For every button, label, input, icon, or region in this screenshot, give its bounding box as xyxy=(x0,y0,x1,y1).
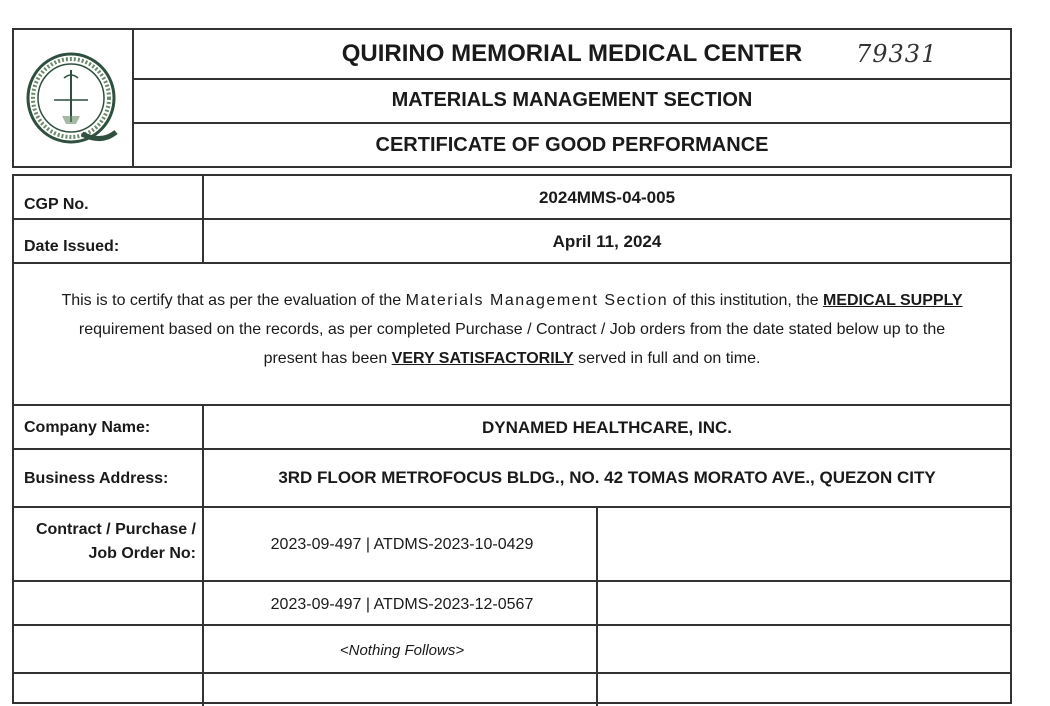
hospital-seal-icon xyxy=(24,48,120,152)
business-address-value: 3RD FLOOR METROFOCUS BLDG., NO. 42 TOMAS MORATO AVE., QUEZON CITY xyxy=(278,468,936,487)
nothing-follows-note: <Nothing Follows> xyxy=(339,642,465,659)
label-divider xyxy=(202,406,204,706)
order-label: Contract / Purchase / Job Order No: xyxy=(35,521,196,562)
company-name-label: Company Name: xyxy=(24,419,151,436)
order-row xyxy=(14,508,1010,582)
institution-name: QUIRINO MEMORIAL MEDICAL CENTER xyxy=(132,30,1012,80)
business-address-label: Business Address: xyxy=(24,470,169,487)
cert-rating: VERY SATISFACTORILY xyxy=(391,350,574,367)
cert-part-3: requirement based on the records, as per completed Purchase / Contract / Job orders from the date stated below up to the present has been xyxy=(78,321,946,367)
order-number: 2023-09-497 | ATDMS-2023-10-0429 xyxy=(270,536,534,553)
date-row xyxy=(14,220,1010,264)
handwritten-number: 79331 xyxy=(856,40,938,68)
cert-part-2: of this institution, the xyxy=(668,292,823,309)
certification-row xyxy=(14,264,1010,406)
date-label: Date Issued: xyxy=(24,238,120,255)
cert-requirement: MEDICAL SUPPLY xyxy=(822,292,963,309)
order-row xyxy=(14,626,1010,674)
cgp-label: CGP No. xyxy=(24,196,89,213)
cert-part-1: This is to certify that as per the evaluation of the xyxy=(61,292,406,309)
certificate-header xyxy=(12,28,1012,168)
cert-mms: Materials Management Section xyxy=(405,292,669,309)
certificate-body xyxy=(12,174,1012,704)
company-name-row xyxy=(14,406,1010,450)
company-name-value: DYNAMED HEALTHCARE, INC. xyxy=(482,418,732,437)
certification-text xyxy=(54,286,970,373)
section-name: MATERIALS MANAGEMENT SECTION xyxy=(132,78,1012,124)
order-column-divider xyxy=(596,508,598,706)
cgp-row xyxy=(14,176,1010,220)
cgp-value: 2024MMS-04-005 xyxy=(538,188,676,207)
order-number: 2023-09-497 | ATDMS-2023-12-0567 xyxy=(270,596,534,613)
date-value: April 11, 2024 xyxy=(552,232,662,251)
order-row xyxy=(14,582,1010,626)
business-address-row xyxy=(14,450,1010,508)
document-title: CERTIFICATE OF GOOD PERFORMANCE xyxy=(375,134,769,156)
label-divider xyxy=(202,176,204,264)
cert-part-4: served in full and on time. xyxy=(573,350,761,367)
logo-cell xyxy=(14,30,134,166)
